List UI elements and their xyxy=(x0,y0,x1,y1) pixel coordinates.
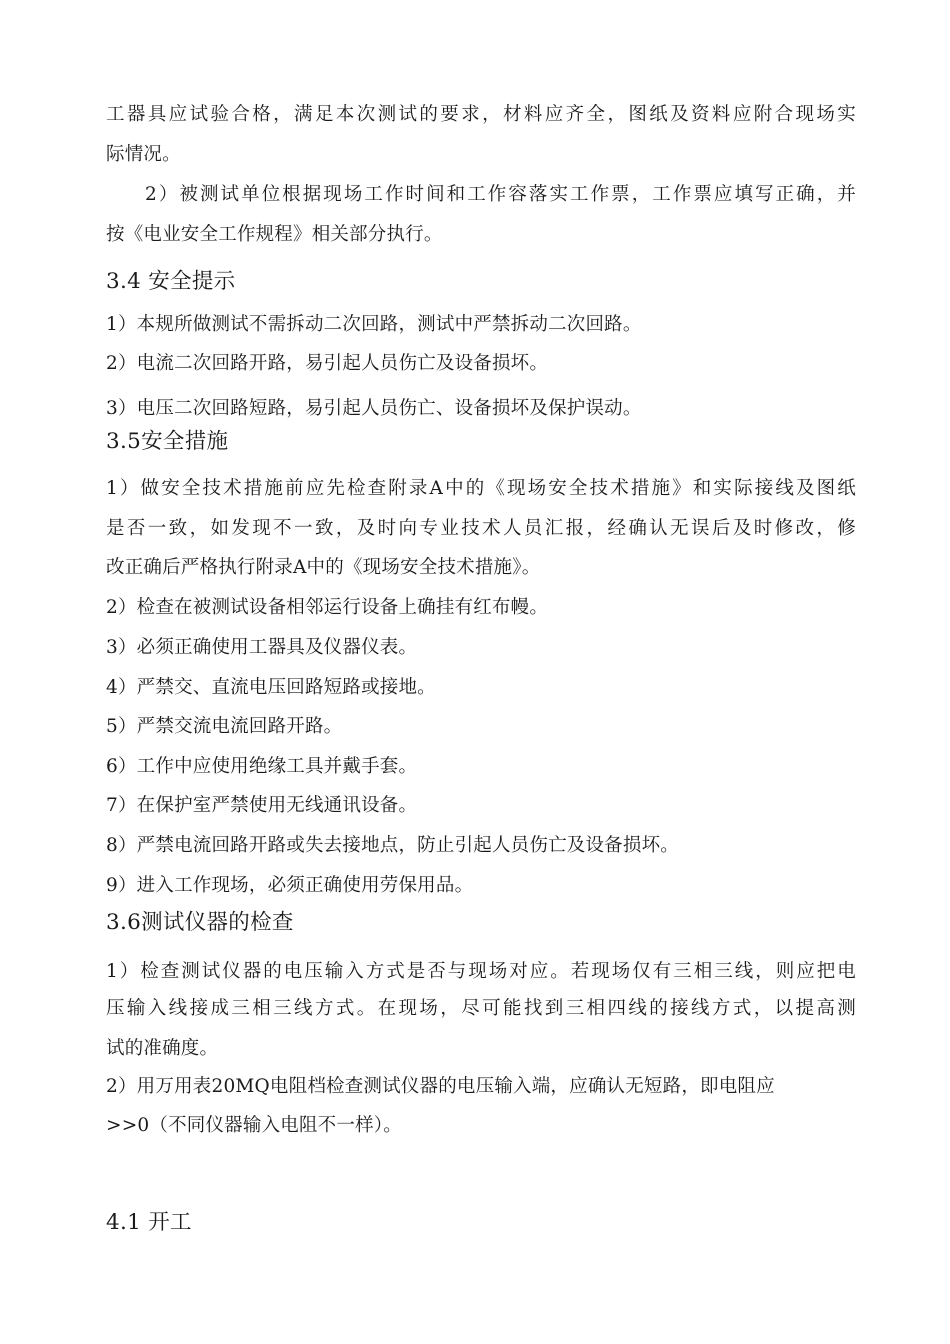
list-item: 7）在保护室严禁使用无线通讯设备。 xyxy=(106,795,418,816)
list-item: 压输入线接成三相三线方式。在现场，尽可能找到三相四线的接线方式，以提高测 xyxy=(106,998,856,1019)
paragraph-line: 按《电业安全工作规程》相关部分执行。 xyxy=(106,224,443,245)
paragraph-line: 际情况。 xyxy=(106,144,181,165)
section-heading-3-6: 3.6测试仪器的检查 xyxy=(106,910,294,935)
list-item: 8）严禁电流回路开路或失去接地点，防止引起人员伤亡及设备损坏。 xyxy=(106,835,679,856)
list-item: 2）检查在被测试设备相邻运行设备上确挂有红布幔。 xyxy=(106,597,549,618)
list-item: >>0（不同仪器输入电阻不一样）。 xyxy=(106,1115,402,1136)
list-item: 1）检查测试仪器的电压输入方式是否与现场对应。若现场仅有三相三线，则应把电 xyxy=(106,961,856,982)
list-item: 3）必须正确使用工器具及仪器仪表。 xyxy=(106,637,418,658)
list-item: 1）本规所做测试不需拆动二次回路，测试中严禁拆动二次回路。 xyxy=(106,314,642,335)
list-item: 6）工作中应使用绝缘工具并戴手套。 xyxy=(106,756,418,777)
list-item: 3）电压二次回路短路，易引起人员伤亡、设备损坏及保护误动。 xyxy=(106,398,642,419)
paragraph-line: 工器具应试验合格，满足本次测试的要求，材料应齐全，图纸及资料应附合现场实 xyxy=(106,104,856,125)
list-item: 试的准确度。 xyxy=(106,1038,219,1059)
list-item: 2）用万用表20MQ电阻档检查测试仪器的电压输入端，应确认无短路，即电阻应 xyxy=(106,1076,775,1097)
list-item: 改正确后严格执行附录A中的《现场安全技术措施》。 xyxy=(106,557,541,578)
section-heading-3-4: 3.4 安全提示 xyxy=(106,269,236,294)
list-item: 9）进入工作现场，必须正确使用劳保用品。 xyxy=(106,875,474,896)
list-item: 5）严禁交流电流回路开路。 xyxy=(106,716,343,737)
section-heading-3-5: 3.5安全措施 xyxy=(106,429,229,454)
paragraph-line: 2）被测试单位根据现场工作时间和工作容落实工作票，工作票应填写正确，并 xyxy=(145,184,856,205)
list-item: 1）做安全技术措施前应先检查附录A中的《现场安全技术措施》和实际接线及图纸 xyxy=(106,478,856,499)
list-item: 4）严禁交、直流电压回路短路或接地。 xyxy=(106,677,436,698)
list-item: 是否一致，如发现不一致，及时向专业技术人员汇报，经确认无误后及时修改，修 xyxy=(106,518,856,539)
section-heading-4-1: 4.1 开工 xyxy=(106,1210,192,1235)
list-item: 2）电流二次回路开路，易引起人员伤亡及设备损坏。 xyxy=(106,353,549,374)
